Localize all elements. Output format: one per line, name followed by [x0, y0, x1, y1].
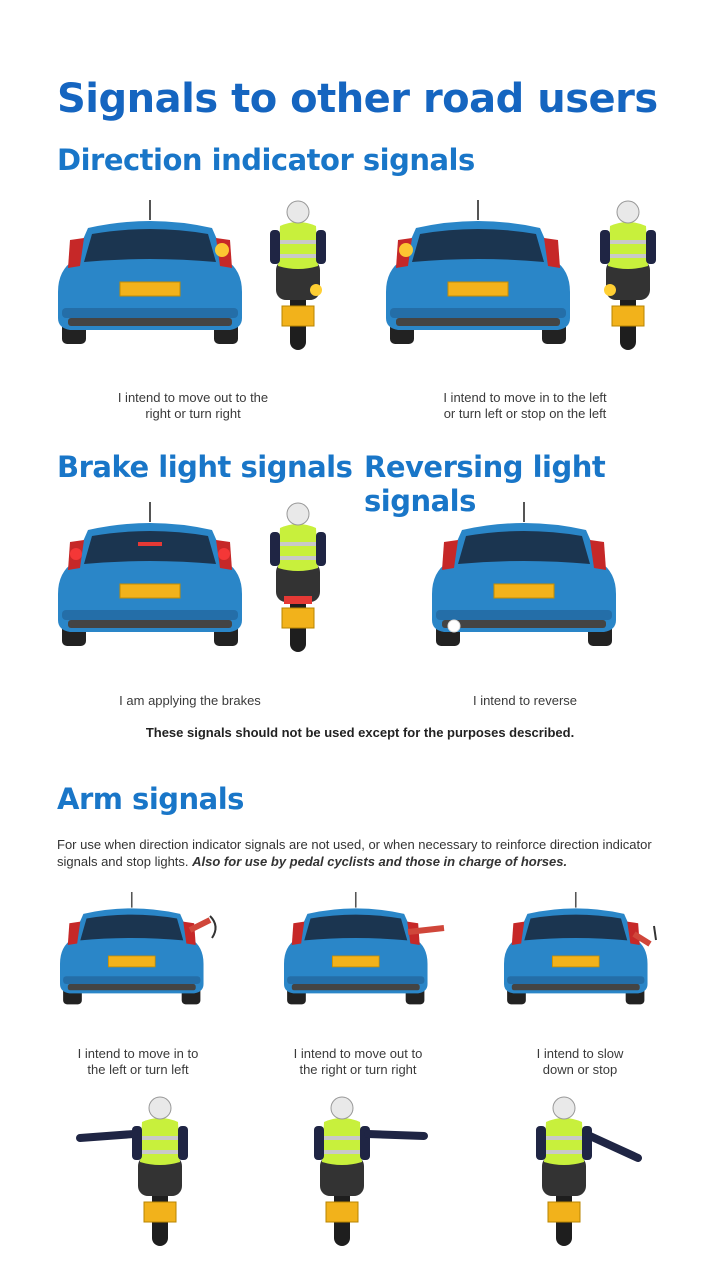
motorcycle-arm-signal-right-image — [312, 1096, 376, 1268]
arm-caption-right: I intend to move out to the right or turn right — [293, 1046, 423, 1077]
arm-intro-emphasis: Also for use by pedal cyclists and those in charge of horses. — [192, 854, 568, 869]
motorcycle-arm-signal-left-image — [130, 1096, 194, 1268]
arm-intro — [57, 836, 667, 870]
car-reversing-light-image — [432, 502, 618, 674]
direction-heading: Direction indicator signals — [57, 143, 475, 177]
usage-note: These signals should not be used except for the purposes described. — [145, 725, 575, 740]
direction-caption-right: I intend to move out to the right or turn right — [117, 390, 269, 421]
page-title: Signals to other road users — [57, 76, 658, 122]
reversing-caption: I intend to reverse — [472, 693, 578, 708]
car-arm-signal-slow-image — [504, 892, 654, 1032]
direction-caption-left: I intend to move in to the left or turn left or stop on the left — [443, 390, 607, 421]
arm-heading: Arm signals — [57, 782, 244, 816]
car-brake-lights-image — [58, 502, 244, 674]
car-left-indicator-image — [386, 200, 572, 372]
motorcycle-right-indicator-image — [268, 200, 332, 372]
arm-intro-text: For use when direction indicator signals are not used, or when necessary to reinforce direction indicator signals and stop lights. — [57, 837, 652, 869]
reversing-heading: Reversing light signals — [364, 450, 606, 518]
motorcycle-left-indicator-image — [598, 200, 662, 372]
car-arm-signal-right-image — [284, 892, 434, 1032]
car-right-indicator-image — [58, 200, 244, 372]
motorcycle-brake-light-image — [268, 502, 332, 674]
arm-caption-left: I intend to move in to the left or turn left — [77, 1046, 199, 1077]
arm-caption-slow: I intend to slow down or stop — [536, 1046, 624, 1077]
motorcycle-arm-signal-slow-image — [534, 1096, 598, 1268]
car-arm-signal-left-image — [60, 892, 210, 1032]
brake-caption: I am applying the brakes — [119, 693, 261, 708]
brake-heading: Brake light signals — [57, 450, 353, 484]
